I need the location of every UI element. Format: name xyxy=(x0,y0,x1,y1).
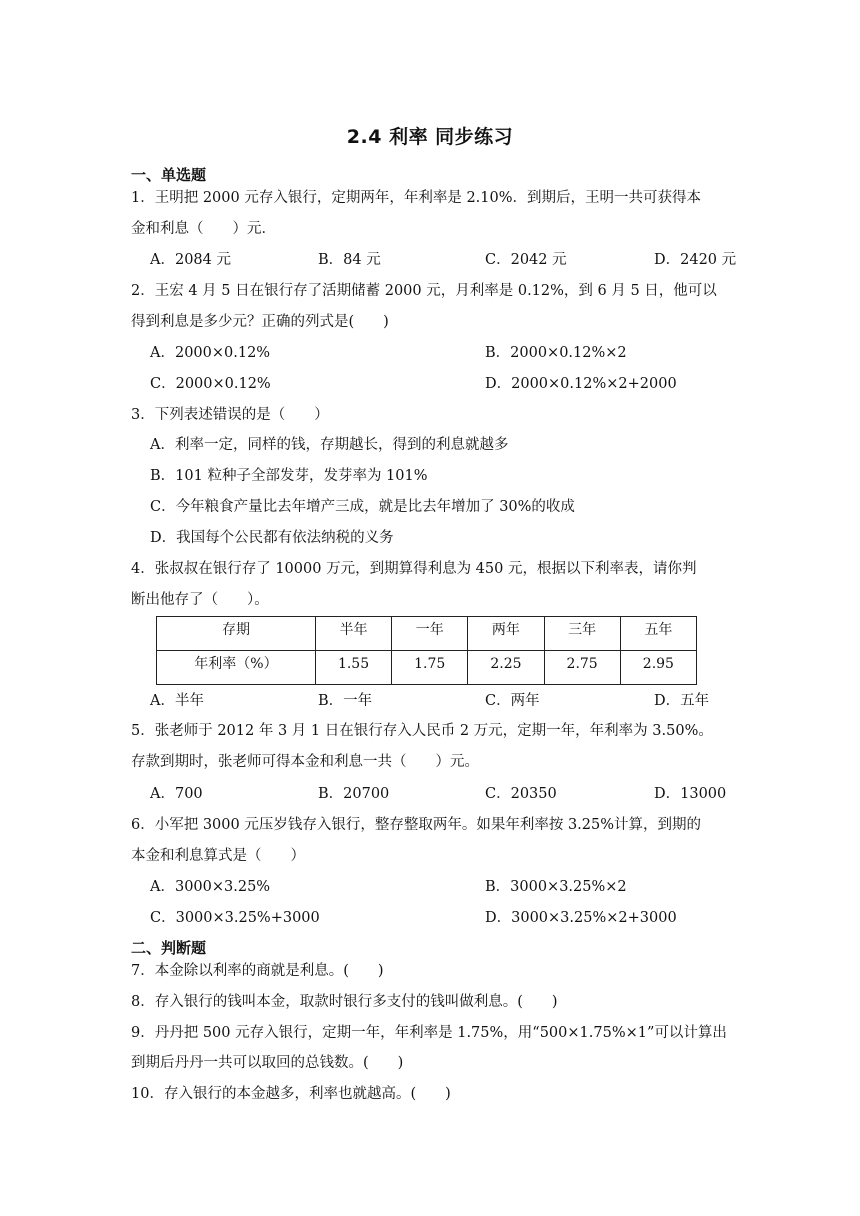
table-cell: 1.55 xyxy=(315,651,391,685)
question-5-line-1: 5．张老师于 2012 年 3 月 1 日在银行存入人民币 2 万元，定期一年，年利率为 3.50%。 xyxy=(131,723,713,739)
question-10-line-1: 10．存入银行的本金越多，利率也就越高。( ) xyxy=(131,1086,451,1102)
question-5-option-a: A．700 xyxy=(150,786,203,802)
page-title: 2.4 利率 同步练习 xyxy=(346,126,514,148)
question-6-option-d: D．3000×3.25%×2+3000 xyxy=(485,910,677,926)
table-cell: 五年 xyxy=(620,617,696,651)
question-1-option-d: D．2420 元 xyxy=(654,252,737,268)
question-5-option-c: C．20350 xyxy=(485,786,557,802)
question-2-option-a: A．2000×0.12% xyxy=(150,345,271,361)
question-4-line-1: 4．张叔叔在银行存了 10000 万元，到期算得利息为 450 元，根据以下利率表，请你判 xyxy=(131,561,697,577)
question-2-line-2: 得到利息是多少元？正确的列式是( ) xyxy=(131,314,389,330)
table-header-row xyxy=(157,617,697,651)
question-1-line-1: 1．王明把 2000 元存入银行，定期两年，年利率是 2.10%．到期后，王明一共可获得本 xyxy=(131,190,702,206)
question-8-line-1: 8．存入银行的钱叫本金，取款时银行多支付的钱叫做利息。( ) xyxy=(131,994,558,1010)
question-2-option-c: C．2000×0.12% xyxy=(150,376,271,392)
question-4-option-d: D．五年 xyxy=(654,693,710,709)
question-4-line-2: 断出他存了（ ）。 xyxy=(131,592,269,608)
question-1-option-a: A．2084 元 xyxy=(150,252,231,268)
question-4-option-c: C．两年 xyxy=(485,693,540,709)
question-6-option-a: A．3000×3.25% xyxy=(150,879,271,895)
question-3-option-c: C．今年粮食产量比去年增产三成，就是比去年增加了 30%的收成 xyxy=(150,499,575,515)
question-5-option-b: B．20700 xyxy=(318,786,390,802)
interest-rate-table xyxy=(156,616,697,685)
section-heading-judgment: 二、判断题 xyxy=(131,939,207,957)
table-cell: 一年 xyxy=(392,617,468,651)
question-2-option-b: B．2000×0.12%×2 xyxy=(485,345,627,361)
question-3-option-b: B．101 粒种子全部发芽，发芽率为 101% xyxy=(150,468,428,484)
question-3-option-a: A．利率一定，同样的钱，存期越长，得到的利息就越多 xyxy=(150,437,509,453)
table-cell: 1.75 xyxy=(392,651,468,685)
question-1-option-b: B．84 元 xyxy=(318,252,381,268)
question-3-line-1: 3．下列表述错误的是（ ） xyxy=(131,407,329,423)
question-2-line-1: 2．王宏 4 月 5 日在银行存了活期储蓄 2000 元，月利率是 0.12%，到 6 月 5 日，他可以 xyxy=(131,283,717,299)
question-2-option-d: D．2000×0.12%×2+2000 xyxy=(485,376,677,392)
table-cell: 存期 xyxy=(157,617,316,651)
table-cell: 半年 xyxy=(315,617,391,651)
section-heading-single-choice: 一、单选题 xyxy=(131,166,207,184)
table-cell: 2.95 xyxy=(620,651,696,685)
question-6-line-1: 6．小军把 3000 元压岁钱存入银行，整存整取两年。如果年利率按 3.25%计算，到期的 xyxy=(131,817,702,833)
table-cell: 2.25 xyxy=(468,651,544,685)
question-4-option-a: A．半年 xyxy=(150,693,204,709)
table-cell: 三年 xyxy=(544,617,620,651)
question-3-option-d: D．我国每个公民都有依法纳税的义务 xyxy=(150,530,394,546)
question-6-line-2: 本金和利息算式是（ ） xyxy=(131,848,305,864)
question-9-line-1: 9．丹丹把 500 元存入银行，定期一年，年利率是 1.75%，用“500×1.75%×1”可以计算出 xyxy=(131,1025,727,1041)
table-cell: 2.75 xyxy=(544,651,620,685)
question-7-line-1: 7．本金除以利率的商就是利息。( ) xyxy=(131,963,384,979)
table-cell: 年利率（%） xyxy=(157,651,316,685)
question-4-option-b: B．一年 xyxy=(318,693,373,709)
question-6-option-c: C．3000×3.25%+3000 xyxy=(150,910,320,926)
question-5-line-2: 存款到期时，张老师可得本金和利息一共（ ）元。 xyxy=(131,754,479,770)
question-6-option-b: B．3000×3.25%×2 xyxy=(485,879,627,895)
question-1-option-c: C．2042 元 xyxy=(485,252,567,268)
table-row xyxy=(157,651,697,685)
question-1-line-2: 金和利息（ ）元． xyxy=(131,221,276,237)
question-5-option-d: D．13000 xyxy=(654,786,727,802)
table-cell: 两年 xyxy=(468,617,544,651)
question-9-line-2: 到期后丹丹一共可以取回的总钱数。( ) xyxy=(131,1055,404,1071)
